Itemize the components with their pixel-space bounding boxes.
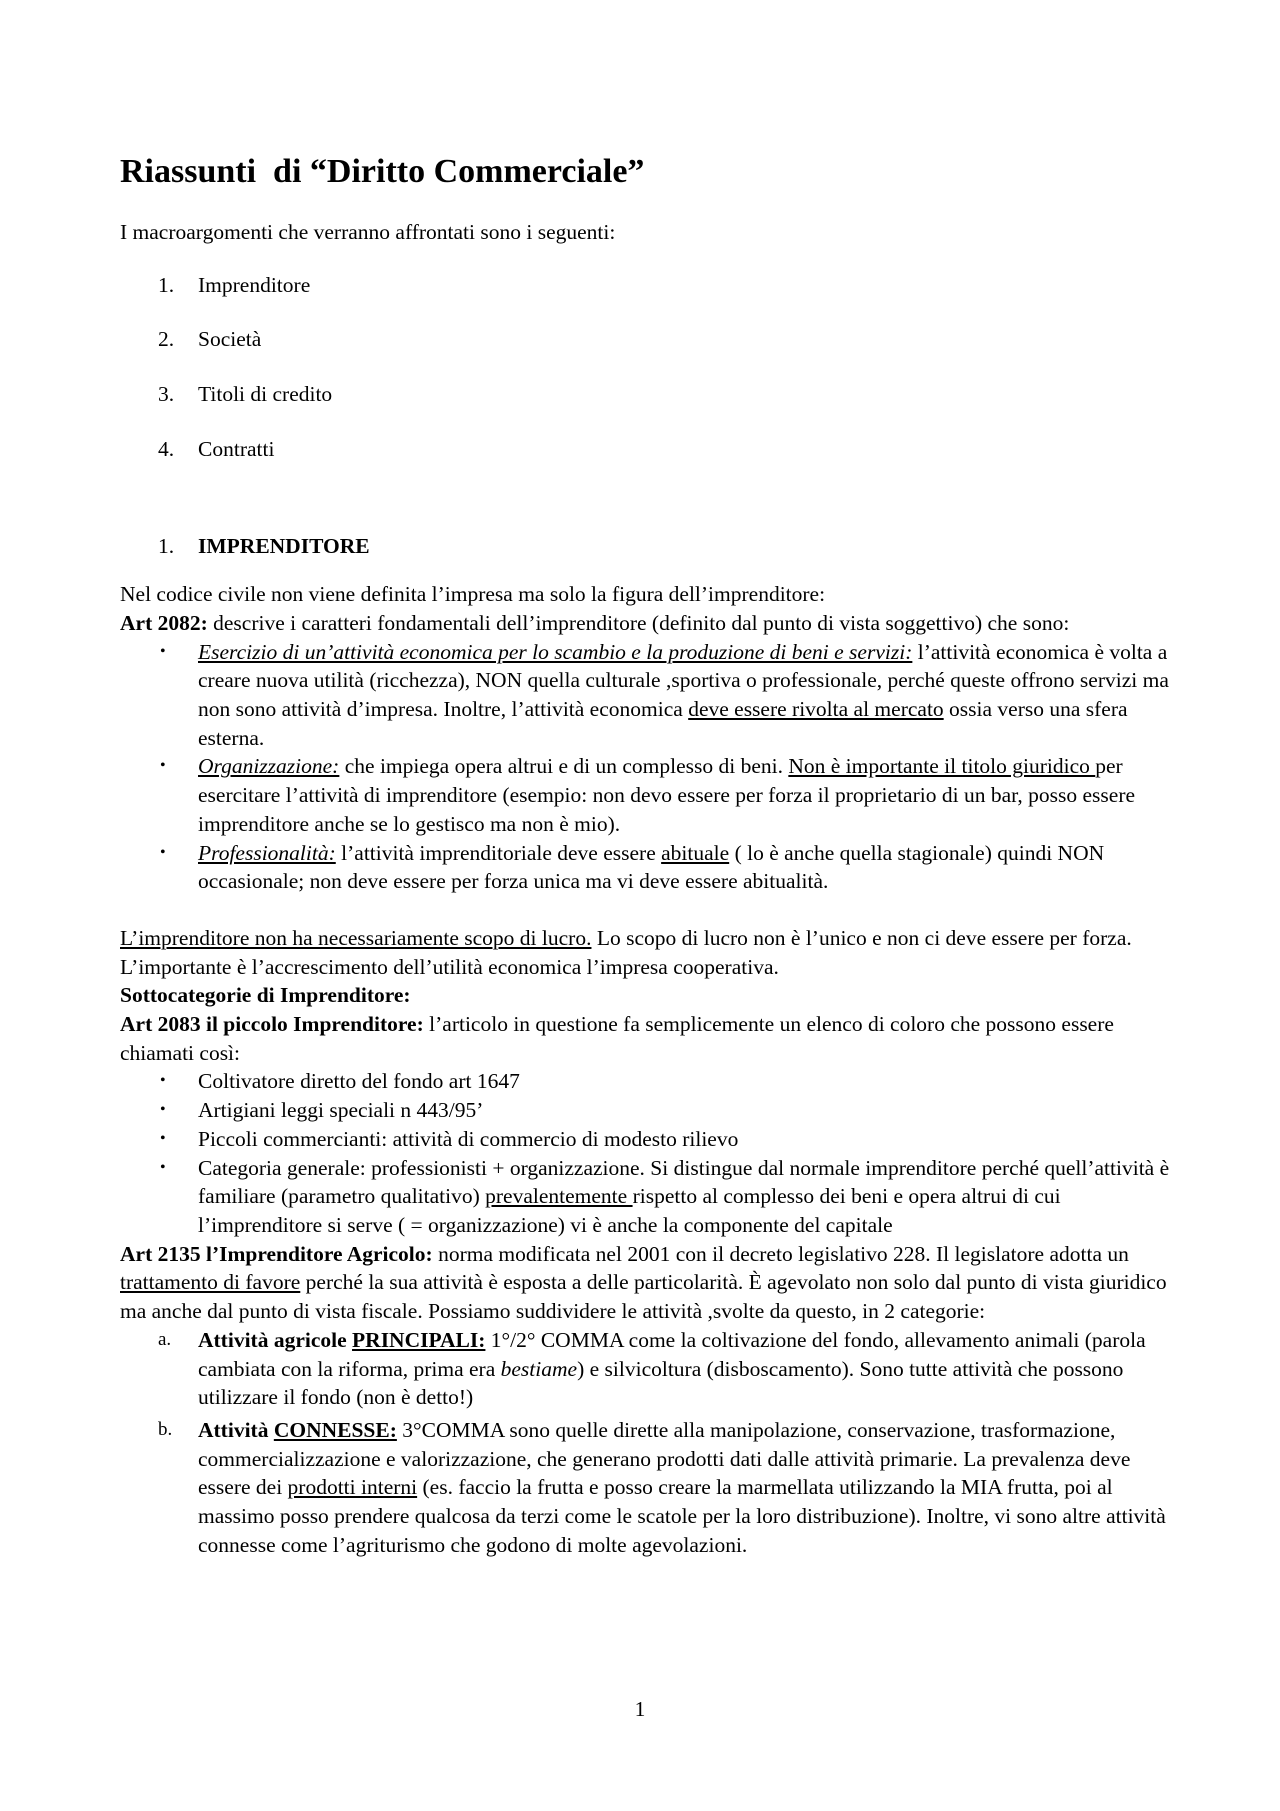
document-page [120, 150, 1170, 1563]
list-label: Contratti [198, 436, 275, 461]
list-label: Società [198, 327, 262, 352]
bullet-icon: • [160, 1158, 166, 1176]
list-number: 2. [158, 327, 175, 352]
subheading-sottocategorie: Sottocategorie di Imprenditore: [120, 983, 411, 1008]
list-number: 4. [158, 436, 175, 461]
list-label: Titoli di credito [198, 382, 333, 407]
article-label: Art 2083 il piccolo Imprenditore: [120, 1012, 424, 1037]
list-item: • Organizzazione: che impiega opera altrui e di un complesso di beni. Non è importante il titolo giuridico per esercitare l’attività di imprenditore (esempio: non devo essere per forza il proprietario di un bar, posso essere imprenditore anche se lo gestisco ma non è mio). [160, 754, 1136, 836]
bullet-icon: • [160, 843, 166, 861]
section-number: 1. [158, 533, 175, 558]
list-item [120, 271, 1170, 300]
paragraph-art-2135: Art 2135 l’Imprenditore Agricolo: norma modificata nel 2001 con il decreto legislativo 228. Il legislatore adotta un trattamento di favore perché la sua attività è esposta a delle particolarità. È agevolato non solo dal punto di vista giuridico ma anche dal punto di vista fiscale. Possiamo suddividere le attività ,svolte da questo, in 2 categorie: [120, 1241, 1167, 1324]
list-letter: b. [158, 1418, 173, 1440]
small-entrepreneur-list [120, 1067, 1170, 1239]
macro-topics-list [120, 271, 1170, 464]
list-item: • Professionalità: l’attività imprenditoriale deve essere abituale ( lo è anche quella stagionale) quindi NON occasionale; non deve essere per forza unica ma vi deve essere abitualità. [160, 840, 1105, 894]
list-item: • Categoria generale: professionisti + organizzazione. Si distingue dal normale imprenditore perché quell’attività è familiare (parametro qualitativo) prevalentemente rispetto al complesso dei beni e opera altrui di cui l’imprenditore si serve ( = organizzazione) vi è anche la componente del capitale [160, 1155, 1170, 1237]
list-label: Imprenditore [198, 272, 311, 297]
bullet-icon: • [160, 757, 166, 775]
list-letter: a. [158, 1328, 172, 1350]
list-item [120, 435, 1170, 464]
article-label: Art 2135 l’Imprenditore Agricolo: [120, 1241, 433, 1266]
article-label: Art 2082: [120, 610, 208, 635]
bullet-icon: • [160, 642, 166, 660]
list-item: • Coltivatore diretto del fondo art 1647 [120, 1067, 1170, 1096]
list-item: b. Attività CONNESSE: 3°COMMA sono quelle dirette alla manipolazione, conservazione, trasformazione, commercializzazione e valorizzazione, che generano prodotti dati dalle attività primarie. La prevalenza deve essere dei prodotti interni (es. faccio la frutta e posso creare la marmellata utilizzando la MIA frutta, poi al massimo posso prendere qualcosa da terzi come le scatole per la loro distribuzione). Inoltre, vi sono altre attività connesse come l’agriturismo che godono di molte agevolazioni. [158, 1417, 1166, 1557]
paragraph-art-2082: Art 2082: descrive i caratteri fondamentali dell’imprenditore (definito dal punto di vista soggettivo) che sono: [120, 610, 1070, 635]
bullet-icon: • [160, 1101, 166, 1119]
characteristics-list [120, 638, 1170, 896]
bullet-icon: • [160, 1072, 166, 1090]
list-item [120, 380, 1170, 409]
list-item: • Piccoli commercianti: attività di commercio di modesto rilievo [120, 1125, 1170, 1154]
page-number: 1 [634, 1697, 646, 1721]
paragraph-lucro: L’imprenditore non ha necessariamente scopo di lucro. Lo scopo di lucro non è l’unico e non ci deve essere per forza. L’importante è l’accrescimento dell’utilità economica l’impresa cooperativa. [120, 925, 1132, 979]
list-item: • Artigiani leggi speciali n 443/95’ [120, 1096, 1170, 1125]
bullet-icon: • [160, 1129, 166, 1147]
list-number: 3. [158, 382, 175, 407]
list-item: • Esercizio di un’attività economica per lo scambio e la produzione di beni e servizi: l’attività economica è volta a creare nuova utilità (ricchezza), NON quella culturale ,sportiva o professionale, perché queste offrono servizi ma non sono attività d’impresa. Inoltre, l’attività economica deve essere rivolta al mercato ossia verso una sfera esterna. [160, 639, 1169, 750]
section-title: IMPRENDITORE [198, 533, 370, 558]
list-item: a. Attività agricole PRINCIPALI: 1°/2° COMMA come la coltivazione del fondo, allevamento animali (parola cambiata con la riforma, prima era bestiame) e silvicoltura (disboscamento). Sono tutte attività che possono utilizzare il fondo (non è detto!) [158, 1327, 1146, 1410]
section-heading [120, 532, 1170, 561]
document-title: Riassunti di “Diritto Commerciale” [120, 153, 645, 190]
agricultural-activities-list [120, 1326, 1170, 1560]
paragraph-codice-civile: Nel codice civile non viene definita l’impresa ma solo la figura dell’imprenditore: [120, 582, 826, 607]
list-item [120, 325, 1170, 354]
intro-paragraph: I macroargomenti che verranno affrontati sono i seguenti: [120, 220, 616, 244]
list-number: 1. [158, 272, 175, 297]
paragraph-art-2083: Art 2083 il piccolo Imprenditore: l’articolo in questione fa semplicemente un elenco di coloro che possono essere chiamati così: [120, 1012, 1114, 1065]
